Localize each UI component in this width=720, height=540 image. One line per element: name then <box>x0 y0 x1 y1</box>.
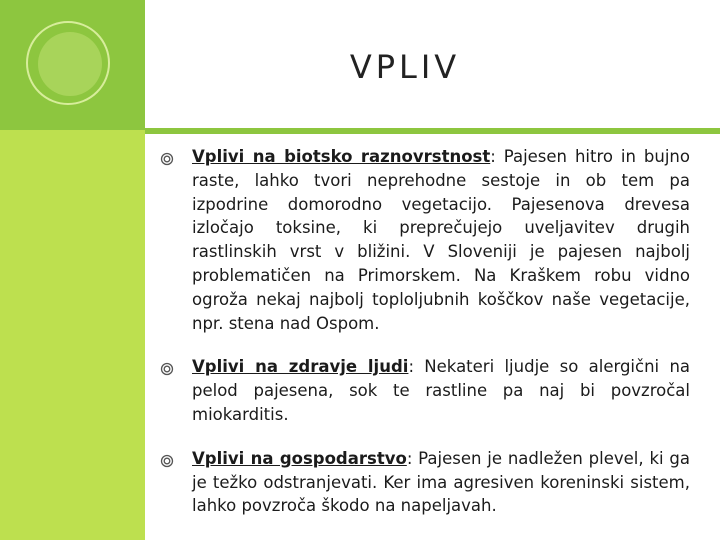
bullet-text <box>192 355 690 426</box>
bullet-body: : Pajesen hitro in bujno raste, lahko tvori neprehodne sestoje in ob tem pa izpodrine domorodno vegetacijo. Pajesenova drevesa izločajo toksine, ki preprečujejo uveljavitev drugih rastlinskih vrst v bližini. V Sloveniji je pajesen najbolj problematičen na Primorskem. Na Kraškem robu vidno ogroža nekaj najbolj toploljubnih koščkov naše vegetacije, npr. stena nad Ospom. <box>192 147 690 333</box>
slide-content <box>160 145 690 538</box>
circle-bullet-icon <box>160 152 174 166</box>
bullet-body: : Nekateri ljudje so alergični na pelod pajesena, sok te rastline pa naj bi povzročal miokarditis. <box>192 357 691 424</box>
decorative-circle <box>38 32 102 96</box>
bullet-text <box>192 447 690 518</box>
bullet-text <box>192 145 690 335</box>
slide-title: VPLIV <box>349 48 461 86</box>
bullet-body: : Pajesen je nadležen plevel, ki ga je težko odstranjevati. Ker ima agresiven koreninski sistem, lahko povzroča škodo na napeljavah. <box>192 448 690 516</box>
bullet-item <box>160 355 690 426</box>
bullet-term: Vplivi na gospodarstvo <box>192 448 407 468</box>
bullet-term: Vplivi na biotsko raznovrstnost <box>192 147 491 166</box>
circle-bullet-icon <box>160 454 174 468</box>
header-divider <box>145 128 720 134</box>
circle-bullet-icon <box>160 362 174 376</box>
bullet-item <box>160 145 690 335</box>
bullet-term: Vplivi na zdravje ljudi <box>192 357 409 377</box>
bullet-item <box>160 447 690 518</box>
